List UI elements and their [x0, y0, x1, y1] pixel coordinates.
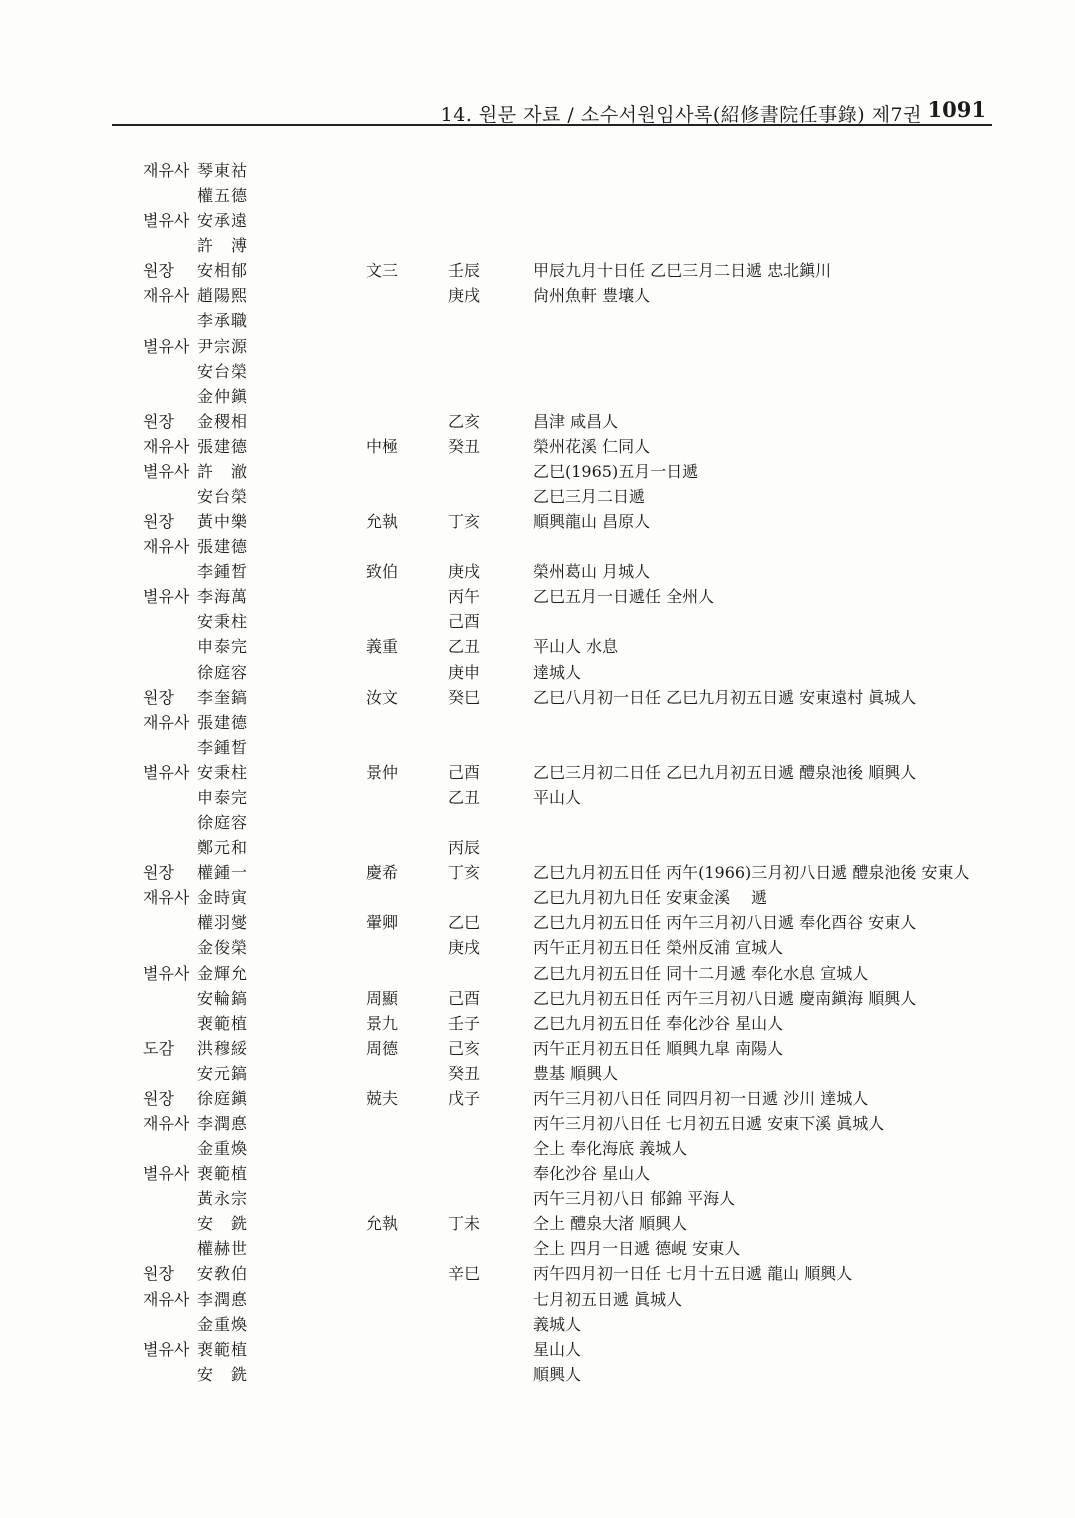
tenure-note: 乙巳五月一日遞任 全州人	[533, 587, 715, 607]
birth-year: 己酉	[448, 988, 481, 1008]
record-row	[0, 1036, 1075, 1061]
record-row	[0, 1086, 1075, 1111]
office-title: 재유사	[143, 286, 190, 306]
office-title: 원장	[143, 687, 174, 707]
record-row	[0, 986, 1075, 1011]
birth-year: 乙巳	[448, 913, 481, 933]
office-title: 재유사	[143, 1113, 190, 1133]
office-title: 별유사	[143, 211, 190, 231]
tenure-note: 榮州花溪 仁同人	[533, 436, 651, 456]
birth-year: 丁亥	[448, 863, 481, 883]
tenure-note: 乙巳九月初五日任 丙午三月初八日遞 奉化酉谷 安東人	[533, 913, 917, 933]
person-name: 李奎鎬	[197, 687, 249, 707]
tenure-note: 乙巳九月初五日任 奉化沙谷 星山人	[533, 1013, 784, 1033]
person-name: 金仲鎭	[197, 386, 249, 406]
person-name: 安秉柱	[197, 762, 249, 782]
person-name: 張建德	[197, 436, 249, 456]
record-row	[0, 1312, 1075, 1337]
record-row	[0, 810, 1075, 835]
person-name: 安台榮	[197, 361, 249, 381]
person-name: 李海萬	[197, 587, 249, 607]
tenure-note: 仝上 奉化海底 義城人	[533, 1139, 688, 1159]
person-name: 申泰完	[197, 637, 249, 657]
record-row	[0, 484, 1075, 509]
office-title: 원장	[143, 512, 174, 532]
person-name: 權五德	[197, 186, 249, 206]
office-title: 원장	[143, 261, 174, 281]
tenure-note: 乙巳九月初五日任 同十二月遞 奉化水息 宣城人	[533, 963, 869, 983]
person-name: 李潤悳	[197, 1289, 249, 1309]
person-name: 安承遠	[197, 211, 249, 231]
record-row	[0, 584, 1075, 609]
tenure-note: 仝上 四月一日遞 德峴 安東人	[533, 1239, 741, 1259]
tenure-note: 順興人	[533, 1364, 582, 1384]
birth-year: 癸丑	[448, 436, 481, 456]
office-title: 별유사	[143, 1164, 190, 1184]
record-row	[0, 258, 1075, 283]
birth-year: 丙午	[448, 587, 481, 607]
courtesy-name: 周顯	[366, 988, 399, 1008]
person-name: 安相郁	[197, 261, 249, 281]
record-row	[0, 835, 1075, 860]
person-name: 權羽燮	[197, 913, 249, 933]
person-name: 鄭元和	[197, 838, 249, 858]
record-row	[0, 935, 1075, 960]
tenure-note: 豊基 順興人	[533, 1063, 619, 1083]
person-name: 金稷相	[197, 411, 249, 431]
person-name: 金重煥	[197, 1139, 249, 1159]
record-row	[0, 860, 1075, 885]
record-row	[0, 1261, 1075, 1286]
tenure-note: 義城人	[533, 1314, 582, 1334]
tenure-note: 乙巳九月初五日任 丙午(1966)三月初八日遞 醴泉池後 安東人	[533, 863, 970, 883]
tenure-note: 丙午正月初五日任 順興九皐 南陽人	[533, 1038, 784, 1058]
record-row	[0, 1011, 1075, 1036]
courtesy-name: 文三	[366, 261, 399, 281]
person-name: 張建德	[197, 712, 249, 732]
record-row	[0, 308, 1075, 333]
office-title: 재유사	[143, 888, 190, 908]
record-row	[0, 534, 1075, 559]
person-name: 裵範植	[197, 1013, 249, 1033]
person-name: 徐庭容	[197, 813, 249, 833]
birth-year: 己亥	[448, 1038, 481, 1058]
person-name: 李承職	[197, 311, 249, 331]
tenure-note: 星山人	[533, 1339, 582, 1359]
birth-year: 庚戌	[448, 938, 481, 958]
record-row	[0, 685, 1075, 710]
office-title: 별유사	[143, 587, 190, 607]
birth-year: 癸巳	[448, 687, 481, 707]
tenure-note: 順興龍山 昌原人	[533, 512, 651, 532]
birth-year: 庚申	[448, 662, 481, 682]
office-title: 재유사	[143, 712, 190, 732]
birth-year: 壬子	[448, 1013, 481, 1033]
person-name: 李鍾晳	[197, 737, 249, 757]
birth-year: 庚戌	[448, 562, 481, 582]
person-name: 裵範植	[197, 1339, 249, 1359]
person-name: 權鍾一	[197, 863, 249, 883]
birth-year: 壬辰	[448, 261, 481, 281]
record-row	[0, 735, 1075, 760]
person-name: 黃永宗	[197, 1189, 249, 1209]
person-name: 黃中樂	[197, 512, 249, 532]
record-row	[0, 1186, 1075, 1211]
person-name: 安 銑	[197, 1364, 249, 1384]
office-title: 재유사	[143, 537, 190, 557]
birth-year: 丁亥	[448, 512, 481, 532]
courtesy-name: 允執	[366, 512, 399, 532]
record-row	[0, 634, 1075, 659]
record-row	[0, 1161, 1075, 1186]
record-row	[0, 1287, 1075, 1312]
office-title: 별유사	[143, 461, 190, 481]
person-name: 李鍾晳	[197, 562, 249, 582]
tenure-note: 昌津 咸昌人	[533, 411, 619, 431]
record-row	[0, 710, 1075, 735]
office-title: 재유사	[143, 1289, 190, 1309]
record-row	[0, 660, 1075, 685]
record-row	[0, 459, 1075, 484]
record-row	[0, 183, 1075, 208]
person-name: 裵範植	[197, 1164, 249, 1184]
tenure-note: 丙午三月初八日 郁錦 平海人	[533, 1189, 736, 1209]
tenure-note: 乙巳八月初一日任 乙巳九月初五日遞 安東遠村 眞城人	[533, 687, 917, 707]
tenure-note: 甲辰九月十日任 乙巳三月二日遞 忠北鎭川	[533, 261, 832, 281]
tenure-note: 丙午四月初一日任 七月十五日遞 龍山 順興人	[533, 1264, 853, 1284]
courtesy-name: 致伯	[366, 562, 399, 582]
person-name: 金輝允	[197, 963, 249, 983]
record-row	[0, 609, 1075, 634]
office-title: 원장	[143, 863, 174, 883]
birth-year: 戊子	[448, 1088, 481, 1108]
birth-year: 丙辰	[448, 838, 481, 858]
office-title: 재유사	[143, 436, 190, 456]
person-name: 琴東祜	[197, 161, 249, 180]
office-title: 도감	[143, 1038, 174, 1058]
record-row	[0, 961, 1075, 986]
tenure-note: 仝上 醴泉大渚 順興人	[533, 1214, 688, 1234]
person-name: 安輪鎬	[197, 988, 249, 1008]
birth-year: 己酉	[448, 612, 481, 632]
person-name: 安 銑	[197, 1214, 249, 1234]
record-row	[0, 1236, 1075, 1261]
courtesy-name: 景仲	[366, 762, 399, 782]
tenure-note: 奉化沙谷 星山人	[533, 1164, 651, 1184]
birth-year: 癸丑	[448, 1063, 481, 1083]
tenure-note: 七月初五日遞 眞城人	[533, 1289, 683, 1309]
person-name: 許 澈	[197, 461, 249, 481]
tenure-note: 平山人 水息	[533, 637, 619, 657]
tenure-note: 榮州葛山 月城人	[533, 562, 651, 582]
office-title: 별유사	[143, 762, 190, 782]
record-row	[0, 283, 1075, 308]
record-row	[0, 885, 1075, 910]
birth-year: 庚戌	[448, 286, 481, 306]
courtesy-name: 允執	[366, 1214, 399, 1234]
office-title: 원장	[143, 1264, 174, 1284]
courtesy-name: 兢夫	[366, 1088, 399, 1108]
record-row	[0, 785, 1075, 810]
running-title: 14. 원문 자료 / 소수서원임사록(紹修書院任事錄) 제7권	[440, 104, 922, 126]
birth-year: 丁未	[448, 1214, 481, 1234]
tenure-note: 達城人	[533, 662, 582, 682]
person-name: 徐庭容	[197, 662, 249, 682]
page-number: 1091	[927, 97, 986, 122]
courtesy-name: 義重	[366, 637, 399, 657]
person-name: 金重煥	[197, 1314, 249, 1334]
courtesy-name: 翬卿	[366, 913, 399, 933]
tenure-note: 乙巳三月初二日任 乙巳九月初五日遞 醴泉池後 順興人	[533, 762, 917, 782]
record-row	[0, 233, 1075, 258]
courtesy-name: 慶希	[366, 863, 399, 883]
record-row	[0, 1362, 1075, 1387]
record-row	[0, 1337, 1075, 1362]
person-name: 安台榮	[197, 487, 249, 507]
courtesy-name: 中極	[366, 436, 399, 456]
record-list	[0, 158, 1075, 1387]
tenure-note: 乙巳九月初五日任 丙午三月初八日遞 慶南鎭海 順興人	[533, 988, 917, 1008]
birth-year: 辛巳	[448, 1264, 481, 1284]
person-name: 申泰完	[197, 787, 249, 807]
birth-year: 己酉	[448, 762, 481, 782]
tenure-note: 尙州魚軒 豊壤人	[533, 286, 651, 306]
tenure-note: 乙巳三月二日遞	[533, 487, 646, 507]
person-name: 安秉柱	[197, 612, 249, 632]
tenure-note: 乙巳九月初九日任 安東金溪 遞	[533, 888, 768, 908]
office-title: 재유사	[143, 161, 190, 180]
record-row	[0, 1061, 1075, 1086]
person-name: 權赫世	[197, 1239, 249, 1259]
record-row	[0, 509, 1075, 534]
tenure-note: 平山人	[533, 787, 582, 807]
birth-year: 乙亥	[448, 411, 481, 431]
page-header	[112, 96, 992, 126]
record-row	[0, 334, 1075, 359]
record-row	[0, 1111, 1075, 1136]
record-row	[0, 910, 1075, 935]
record-row	[0, 208, 1075, 233]
record-row	[0, 1211, 1075, 1236]
office-title: 원장	[143, 1088, 174, 1108]
record-row	[0, 409, 1075, 434]
record-row	[0, 1136, 1075, 1161]
birth-year: 乙丑	[448, 787, 481, 807]
tenure-note: 乙巳(1965)五月一日遞	[533, 461, 699, 481]
record-row	[0, 359, 1075, 384]
record-row	[0, 384, 1075, 409]
office-title: 별유사	[143, 963, 190, 983]
record-row	[0, 760, 1075, 785]
person-name: 李潤悳	[197, 1113, 249, 1133]
tenure-note: 丙午三月初八日任 同四月初一日遞 沙川 達城人	[533, 1088, 869, 1108]
tenure-note: 丙午三月初八日任 七月初五日遞 安東下溪 眞城人	[533, 1113, 885, 1133]
courtesy-name: 汝文	[366, 687, 399, 707]
birth-year: 乙丑	[448, 637, 481, 657]
record-row	[0, 559, 1075, 584]
courtesy-name: 景九	[366, 1013, 399, 1033]
person-name: 洪穆綏	[197, 1038, 249, 1058]
person-name: 尹宗源	[197, 336, 249, 356]
person-name: 張建德	[197, 537, 249, 557]
person-name: 趙陽熙	[197, 286, 249, 306]
record-row	[0, 434, 1075, 459]
person-name: 金俊榮	[197, 938, 249, 958]
person-name: 安敎伯	[197, 1264, 249, 1284]
person-name: 徐庭鎭	[197, 1088, 249, 1108]
person-name: 金時寅	[197, 888, 249, 908]
office-title: 별유사	[143, 336, 190, 356]
office-title: 별유사	[143, 1339, 190, 1359]
person-name: 許 溥	[197, 236, 249, 256]
tenure-note: 丙午正月初五日任 榮州反浦 宣城人	[533, 938, 784, 958]
header-rule	[112, 124, 992, 126]
record-row	[0, 158, 1075, 183]
courtesy-name: 周德	[366, 1038, 399, 1058]
office-title: 원장	[143, 411, 174, 431]
person-name: 安元鎬	[197, 1063, 249, 1083]
